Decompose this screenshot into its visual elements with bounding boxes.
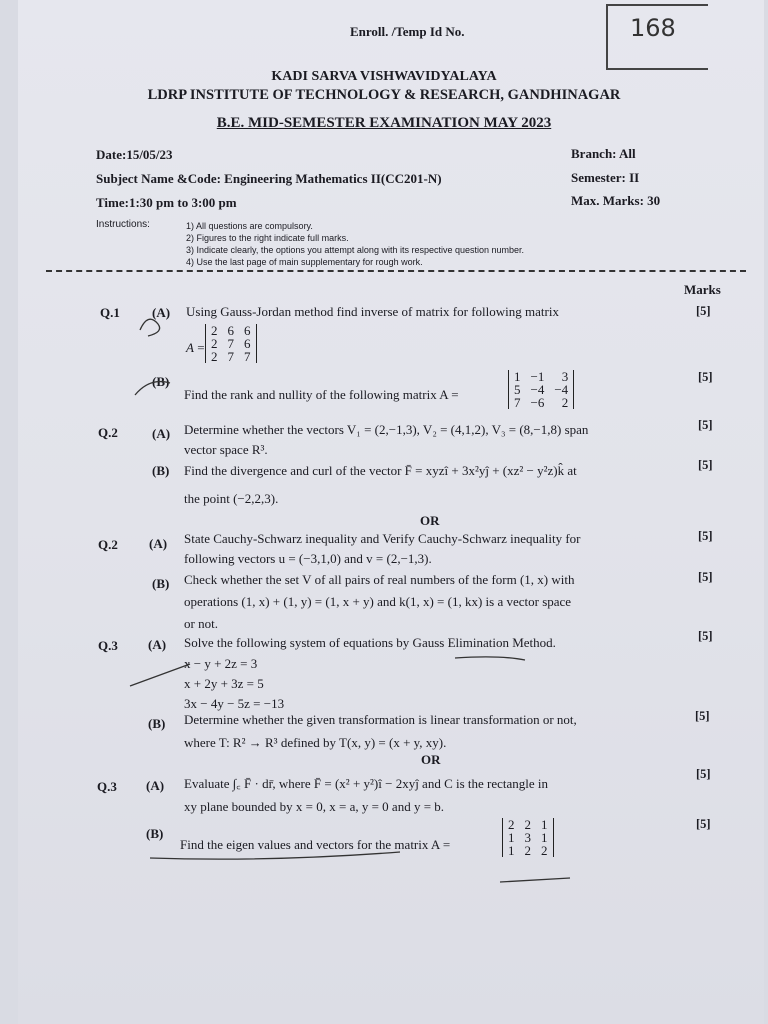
part-tag: (A) (149, 536, 168, 551)
part-tag: (B) (152, 463, 170, 478)
question-text: Find the divergence and curl of the vector F̄ = xyzî + 3x²yĵ + (xz² − y²z)k̂ at (184, 463, 577, 478)
matrix-cell: 2 (541, 843, 548, 858)
question-marks: [5] (698, 629, 713, 643)
equation: x + 2y + 3z = 5 (184, 676, 264, 691)
question-text: vector space R³. (184, 442, 268, 457)
question-number: Q.3 (97, 779, 117, 794)
matrix-cell: 1 (514, 369, 521, 384)
instruction-item: 3) Indicate clearly, the options you attempt along with its respective question number. (186, 245, 525, 255)
university-name: KADI SARVA VISHWAVIDYALAYA (271, 69, 497, 84)
part-tag: (B) (148, 716, 166, 731)
question-text: Determine whether the given transformation is linear transformation or not, (184, 712, 577, 727)
matrix-cell: 2 (211, 323, 218, 338)
matrix-cell: −1 (530, 369, 545, 384)
exam-time: Time:1:30 pm to 3:00 pm (96, 195, 237, 210)
matrix-cell: 7 (227, 336, 234, 351)
question-marks: [5] (698, 370, 713, 384)
question-text: or not. (184, 616, 218, 631)
matrix-cell: 7 (227, 349, 234, 364)
question-text: Using Gauss-Jordan method find inverse of matrix for following matrix (186, 304, 559, 319)
question-text: Find the eigen values and vectors for the matrix A = (180, 837, 451, 852)
semester: Semester: II (571, 170, 640, 185)
pen-underline (150, 852, 400, 859)
enroll-label: Enroll. /Temp Id No. (350, 24, 465, 39)
pen-tick-mark (140, 319, 160, 336)
branch: Branch: All (571, 146, 636, 161)
pen-underline (455, 657, 525, 660)
matrix-cell: 6 (244, 336, 251, 351)
subject: Subject Name &Code: Engineering Mathematics II(CC201-N) (96, 171, 442, 186)
question-text: Determine whether the vectors V₁ = (2,−1,3), V₂ = (4,1,2), V₃ = (8,−1,8) span (184, 422, 589, 437)
matrix-cell: 2 (524, 843, 531, 858)
question-text: Evaluate ∫꜀ F̄ · dr̄, where F̄ = (x² + y²)î − 2xyĵ and C is the rectangle in (184, 776, 549, 791)
instruction-item: 2) Figures to the right indicate full marks. (186, 233, 349, 243)
question-text: the point (−2,2,3). (184, 491, 279, 506)
max-marks: Max. Marks: 30 (571, 193, 661, 208)
pen-tick-mark (135, 382, 170, 396)
matrix-cell: 6 (227, 323, 234, 338)
question-text: Solve the following system of equations by Gauss Elimination Method. (184, 635, 556, 650)
part-tag: (A) (146, 778, 165, 793)
matrix-cell: −6 (530, 395, 545, 410)
matrix-cell: 2 (524, 817, 531, 832)
question-number: Q.1 (100, 305, 120, 320)
pen-tick-mark (130, 664, 190, 686)
part-tag: (B) (146, 826, 164, 841)
part-tag: (A) (148, 637, 167, 652)
matrix-cell: 2 (561, 395, 569, 410)
part-tag: (A) (152, 426, 171, 441)
question-text: xy plane bounded by x = 0, x = a, y = 0 and y = b. (184, 799, 445, 814)
question-number: Q.3 (98, 638, 118, 653)
question-text: where T: R² → R³ defined by T(x, y) = (x + y, xy). (184, 735, 447, 750)
question-marks: [5] (698, 570, 713, 584)
question-text: Find the rank and nullity of the following matrix A = (184, 387, 459, 402)
matrix-cell: 2 (211, 349, 218, 364)
question-marks: [5] (696, 304, 711, 318)
matrix-cell: 1 (508, 843, 515, 858)
question-text: State Cauchy-Schwarz inequality and Verify Cauchy-Schwarz inequality for (184, 531, 581, 546)
institute-name: LDRP INSTITUTE OF TECHNOLOGY & RESEARCH, GANDHINAGAR (147, 87, 621, 103)
matrix-cell: 3 (561, 369, 569, 384)
or-separator: OR (421, 752, 441, 767)
matrix-cell: 5 (514, 382, 521, 397)
matrix-cell: 7 (514, 395, 521, 410)
instruction-item: 4) Use the last page of main supplementary for rough work. (186, 257, 423, 267)
or-separator: OR (420, 513, 440, 528)
equation: x − y + 2z = 3 (184, 656, 258, 671)
matrix-cell: 7 (244, 349, 251, 364)
question-text: following vectors u = (−3,1,0) and v = (2,−1,3). (184, 551, 432, 566)
question-text: Check whether the set V of all pairs of real numbers of the form (1, x) with (184, 572, 575, 587)
question-marks: [5] (696, 817, 711, 831)
matrix-cell: 3 (524, 830, 531, 845)
part-tag: (B) (152, 374, 170, 389)
question-number: Q.2 (98, 425, 118, 440)
question-marks: [5] (695, 709, 710, 723)
matrix-cell: 6 (244, 323, 251, 338)
part-tag: (A) (152, 305, 171, 320)
matrix-cell: 1 (541, 830, 548, 845)
part-tag: (B) (152, 576, 170, 591)
matrix-cell: 1 (541, 817, 548, 832)
question-number: Q.2 (98, 537, 118, 552)
instructions-label: Instructions: (96, 219, 150, 230)
equation: 3x − 4y − 5z = −13 (184, 696, 285, 711)
exam-title: B.E. MID-SEMESTER EXAMINATION MAY 2023 (216, 115, 552, 131)
question-marks: [5] (698, 418, 713, 432)
matrix-cell: −4 (530, 382, 545, 397)
question-text: operations (1, x) + (1, y) = (1, x + y) and k(1, x) = (1, kx) is a vector space (184, 594, 572, 609)
matrix-cell: −4 (554, 382, 569, 397)
matrix-cell: 2 (211, 336, 218, 351)
matrix-cell: 2 (508, 817, 515, 832)
handwritten-id: 168 (630, 14, 676, 42)
matrix-cell: 1 (508, 830, 515, 845)
instruction-item: 1) All questions are compulsory. (186, 221, 313, 231)
marks-heading: Marks (684, 282, 721, 297)
question-marks: [5] (698, 458, 713, 472)
exam-date: Date:15/05/23 (96, 147, 173, 162)
pen-underline (500, 878, 570, 882)
question-marks: [5] (696, 767, 711, 781)
question-marks: [5] (698, 529, 713, 543)
